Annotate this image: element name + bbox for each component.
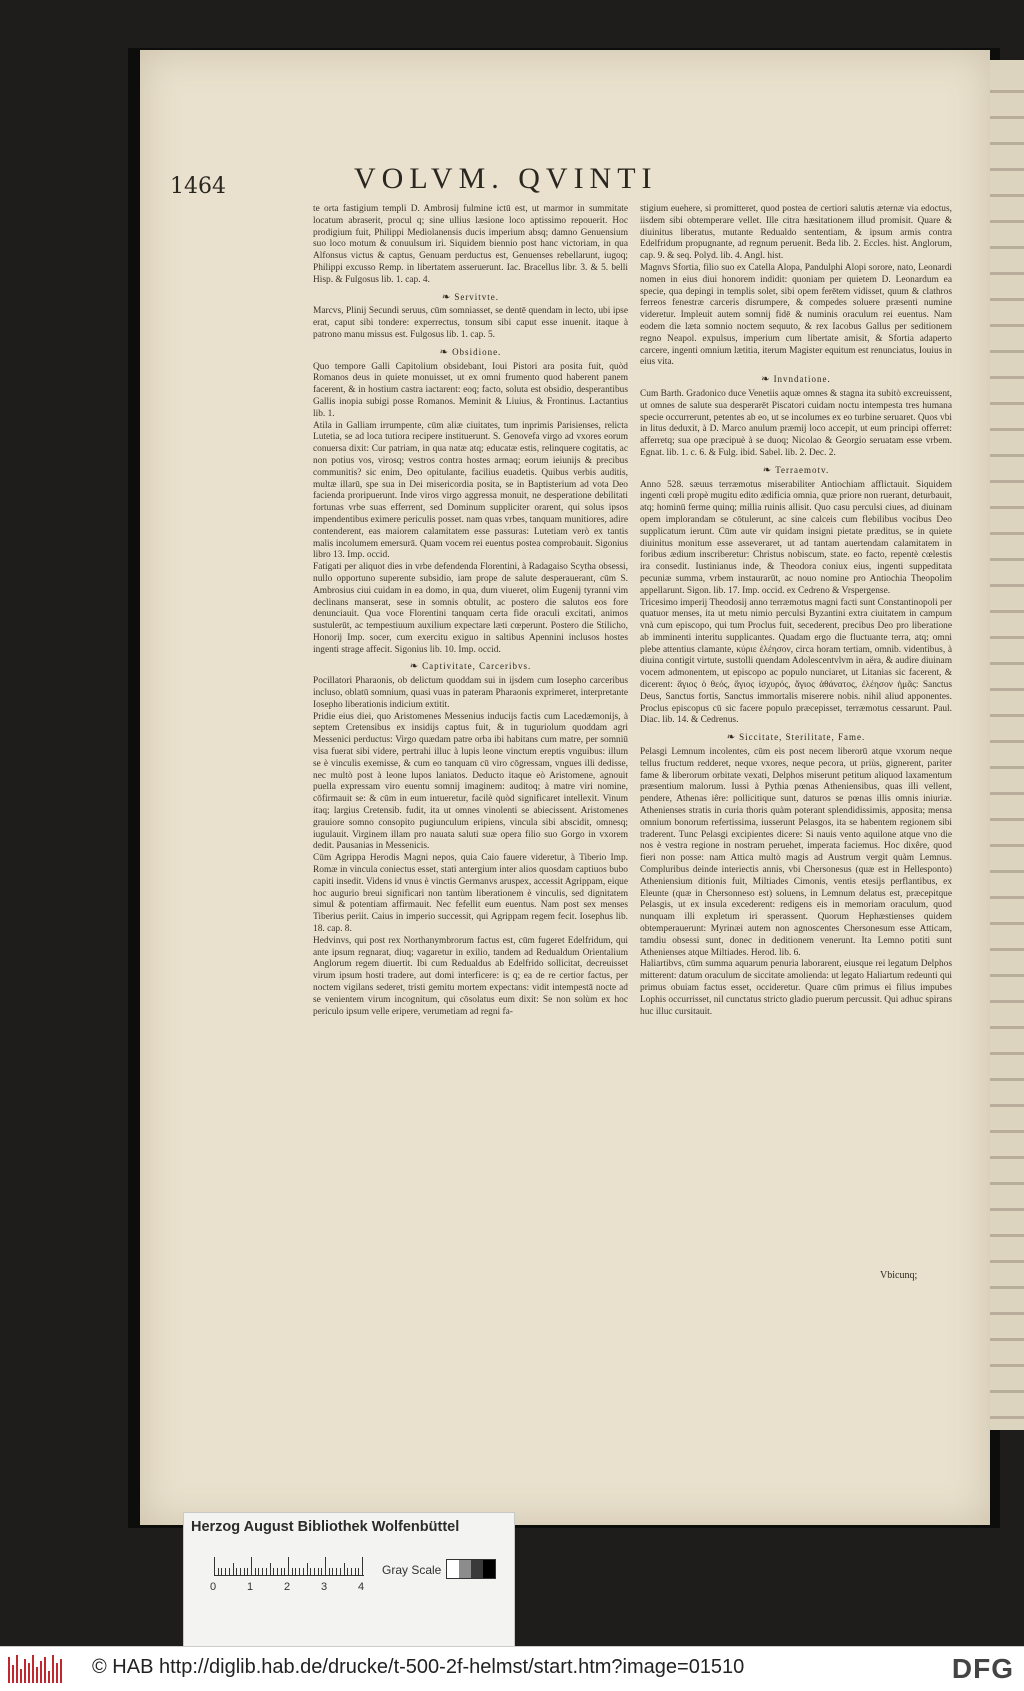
logo-bar [44,1657,46,1683]
text-paragraph: Pocillatori Pharaonis, ob delictum quoddam sui in ijsdem cum Iosepho carceribus incluso, oblatū somnium, quasi vuas in pateram Pharaonis exprimeret, interpretante Iosepho liberationis indicium extitit. [313,676,628,710]
logo-bar [28,1663,30,1683]
section-heading [313,661,628,673]
logo-bar [48,1671,50,1683]
fleuron-icon: ❧ [761,374,771,386]
gray-scale-label: Gray Scale [382,1563,442,1577]
ruler-tick [321,1568,322,1575]
ruler-tick [273,1568,274,1575]
ruler-tick [325,1557,326,1575]
ruler-tick [355,1568,356,1575]
ruler-number: 2 [284,1581,291,1593]
fleuron-icon: ❧ [762,464,773,476]
section-heading [313,292,628,304]
ruler-tick [336,1568,337,1575]
footer-url-link[interactable]: © HAB http://diglib.hab.de/drucke/t-500-2f-helmst/start.htm?image=01510 [92,1656,745,1678]
text-paragraph: stigium euehere, si promitteret, quod postea de certiori salutis æternæ via edoctus, iisdem sibi obtemperare vellet. Ille citra hæsitationem illud promisit. Quare & diuinitus liberatus, mutante Redualdo sententiam, & ipsum armis contra Edelfridum propugnante, ad regnum peruenit. Beda lib. 2. Eccles. hist. Anglorum, cap. 9. & seq. Polyd. lib. 4. Angl. hist. [640,204,952,262]
catchword: Vbicunq; [880,1270,918,1281]
ruler-tick [284,1568,285,1575]
section-heading [640,465,952,477]
ruler-tick [214,1557,215,1575]
ruler-tick [221,1568,222,1575]
logo-bar [12,1665,14,1683]
text-paragraph: Anno 528. sæuus terræmotus miserabiliter Antiochiam afflictauit. Siquidem ingenti cœli propè mugitu edito ædificia omnia, quæ priore non ruerant, deturbauit, atq; hominū ferme quinq; millia ruinis allisit. Quo casu perculsi ciues, ad diuinam opem implorandam se cōtulerunt, ac sine calceis cum flebilibus vocibus Deo supplicatum ierunt. Cūm aute vir quidam insigni pietate præditus, se in quiete diuinitus monitum esse asseveraret, ut ad tantam auertendam calamitatem in foribus ædium inscriberetur: Christus nobiscum, state. eo facto, repentè cœlestis ira consedit. Iustinianus inde, & Theodora coniux eius, ingenti suppeditata pecuniæ summa, vrbem instaurarūt, ac nouo nomine pro Antiochia Theopolim appellarunt. Sigon. lib. 17. Imp. occid. ex Cedreno & Vrspergense. [640,479,952,596]
logo-bar [60,1659,62,1683]
ruler-number: 0 [210,1581,217,1593]
ruler-tick [258,1568,259,1575]
ruler-tick [347,1568,348,1575]
ruler-tick [307,1563,308,1575]
logo-bar [32,1655,34,1683]
ruler-tick [318,1568,319,1575]
fleuron-icon: ❧ [409,661,420,673]
ruler-tick [262,1568,263,1575]
section-heading [313,347,628,359]
ruler-tick [340,1568,341,1575]
ruler-tick [229,1568,230,1575]
ruler-number: 3 [321,1581,328,1593]
ruler-tick [225,1568,226,1575]
ruler-tick [244,1568,245,1575]
ruler-tick [362,1557,363,1575]
ruler-number: 4 [358,1581,365,1593]
folio-number: 1464 [170,174,226,199]
ruler-tick [270,1563,271,1575]
text-paragraph: Cum Barth. Gradonico duce Venetiis aquæ omnes & stagna ita subitò excreuissent, ut omnes de salute sua desperarēt Piscatori cuidam noctu intempesta tres humana specie occurrerunt, petentes ab eo, ut se incolumes ex eo turbine seruaret. Quos vbi in litus deduxit, à D. Marco anulum præmij loco accepit, ut eum principi offerret: afferretq; sua ope præcipuè à se duoq; Nicolao & Georgio seruatam esse vrbem. Egnat. lib. 1. c. 6. & Fulg. ibid. Sabel. lib. 2. Dec. 2. [640,388,952,458]
text-column-left [313,204,628,1389]
logo-bar [52,1655,54,1683]
gray-scale-swatch [446,1559,496,1579]
text-paragraph: Pridie eius diei, quo Aristomenes Messenius inducijs factis cum Lacedæmonijs, à septem Cretensibus ex insidijs captus fuit, & in tuguriolum quoddam agri Messenici perductus: Virgo quædam patre orba ibi habitans cum matre, per somniū visa fuerat sibi videre, pertrahi illuc à lupis leone vinctum ereptis vnguibus: illum se è vinculis exemisse, & cum eo tanquam cū viro cōgressam, vngues illi dedisse, nec multò post à leone lupos laniatos. Deducto itaque eò Aristomene, agnouit puella expressam viro euentu somnij imaginem: auditoq; à matre viri nomine, cōfirmauit se: & cūm in eum intueretur, facilè quòd significaret intellexit. Vinum itaq; largius Cretensib. fudit, ita ut omnes vinolenti se abiecissent. Aristomenes grauiore somno consopito pugiunculum eripiens, vincula sibi abscidit, omnesq; iugulauit. Virginem illam pro nauata saluti suæ opera filio suo Gorgo in vxorem dedit. Pausanias in Messenicis. [313,711,628,852]
text-paragraph: Hedvinvs, qui post rex Northanymbrorum factus est, cūm fugeret Edelfridum, qui ante ipsum regnarat, diuq; vagaretur in exilio, tandem ad Redualdum Orientalium Anglorum regem diuertit. Ibi cum Redualdus ab Edelfrido sollicitat, decreuisset virum ipsum hosti tradere, aut domi interficere: is q; ea de re certior factus, per noctem vigilans sederet, tristi gemitu mortem expectans: vidit intempestā nocte ad se venientem virum incognitum, qui cōsolatus eum dixit: Se non solùm ex hoc periculo ipsum velle eripere, verumetiam ad regni fa- [313,935,628,1017]
fleuron-icon: ❧ [441,291,452,303]
text-paragraph: Tricesimo imperij Theodosij anno terræmotus magni facti sunt Constantinopoli per quatuor menses, ita ut metu nimio perculsi Byzantini extra ciuitatem in campum vnà cum episcopo, qui tum Proclus fuit, secederent, precibus Deo pro liberatione ab imminenti interitu supplicantes. Quadam ergo die fluctuante terra, atq; omni plebe attentius clamante, κύριε ἐλέησον, circa horam tertiam, omnib. videntibus, à diuina contigit virtute, sustolli quendam Adolescentvlvm in aëra, & audire diuinam vocem admonentem, ut episcopo ac populo nunciaret, ut Litanias sic facerent, & dicerent: ἅγιος ὁ θεός, ἅγιος ἰσχυρός, ἅγιος ἀθάνατος, ἐλέησον ἡμᾶς: Sanctus Deus, Sanctus fortis, Sanctus immortalis miserere nobis. nihil aliud apponentes. Proclus episcopus cū sic facere populo præcepisset, terræmotus cessarunt. Paul. Diac. lib. 14. & Cedrenus. [640,597,952,726]
hab-logo-icon [8,1655,62,1683]
logo-bar [40,1661,42,1683]
ruler-tick [295,1568,296,1575]
ruler-tick [218,1568,219,1575]
ruler-number: 1 [247,1581,254,1593]
ruler-scale [214,1555,364,1576]
library-scale-card [183,1512,515,1646]
ruler-tick [247,1568,248,1575]
ruler-tick [299,1568,300,1575]
logo-bar [16,1655,18,1683]
ruler-tick [351,1568,352,1575]
section-heading-text: Captivitate, Carceribvs. [422,661,532,672]
running-head: VOLVM. QVINTI [354,162,658,195]
page-header [170,158,770,206]
text-paragraph: Fatigati per aliquot dies in vrbe defendenda Florentini, à Radagaiso Scytha obsessi, nullo opportuno superente subsidio, iam prope de salute desperauerant, cūm S. Ambrosius ciui cuidam in ea domo, in qua, dum viueret, olim Eugenij tyranni vim declinans manserat, sese in somnis obtulit, ac postero die salutos eos fore denunciauit. Qua voce Florentini tanquam certa fide oraculi excitati, animos sustulerūt, ac tempestiuum auxilium expectare læti cœperunt. Postero die Stilicho, Honorij Imp. socer, cum exercitu exiguo in saltibus Apennini inclusos hostes ingenti strage affecit. Sigonius lib. 10. Imp. occid. [313,562,628,655]
section-heading [640,732,952,744]
section-heading-text: Siccitate, Sterilitate, Fame. [739,732,866,743]
text-paragraph: Haliartibvs, cūm summa aquarum penuria laborarent, eiusque rei legatum Delphos mitterent: datum oraculum de siccitate amolienda: ut legato Haliartum redeunti qui primus obuiam factus esset, occideretur. Quare cūm primus ei filius impubes Lophis occurrisset, nil cunctatus stricto gladio puerum percussit. Qui adhuc spirans huc illuc cursitauit. [640,959,952,1017]
ruler-tick [266,1568,267,1575]
fleuron-icon: ❧ [439,346,450,358]
text-paragraph: Marcvs, Plinij Secundi seruus, cūm somniasset, se dentē quendam in lecto, ubi ipse erat, caput sibi tondere: experrectus, tonsum sibi caput esse inuenit. itaque à patrono manu missus est. Fulgosus lib. 1. cap. 5. [313,306,628,340]
text-paragraph: Cūm Agrippa Herodis Magni nepos, quia Caio fauere videretur, à Tiberio Imp. Romæ in vincula coniectus esset, stati antergium inter alios quosdam captiuos bubo capiti insedit. Videns id vnus è vinctis Germanvs aruspex, accessit Agrippam, eique hoc augurio breui significari non tantùm liberationem è vinculis, sed dignitatem simul & potentiam affirmauit. Nec fefellit eum euentus. Nam post sex menses Tiberius periit. Caius in imperio successit, qui Agrippam regem fecit. Iosephus lib. 18. cap. 8. [313,853,628,935]
dfg-logo: DFG [951,1653,1014,1684]
logo-bar [36,1667,38,1683]
ruler-tick [281,1568,282,1575]
ruler-tick [292,1568,293,1575]
ruler-tick [303,1568,304,1575]
ruler-tick [288,1557,289,1575]
text-paragraph: Magnvs Sfortia, filio suo ex Catella Alopa, Pandulphi Alopi sorore, nato, Leonardi nomen in eius diui honorem indidit: quoniam per quietem D. Leonardum ea specie, qua depingi in templis solet, sibi opem ferētem vidisset, quum & clathros ferreos fenestræ carceris disrumpere, & compedes soluere præsenti numine videretur. Impleuit autem somnij fidē & numinis oraculum rei euentus. Nam eodem die læta somnio noctem sequuto, & rex Iacobus Gallus per seditionem regno Neapol. expulsus, imperium cum libertate amisit, & Sfortia adaperto carcere, ingenti omnium lætitia, iterum Magister equitum est renunciatus, Iouius in eius vita. [640,262,952,368]
ruler-tick [240,1568,241,1575]
ruler-tick [236,1568,237,1575]
section-heading-text: Terraemotv. [775,464,830,475]
section-heading [640,374,952,386]
section-heading-text: Invndatione. [773,374,831,385]
ruler-tick [314,1568,315,1575]
ruler-tick [277,1568,278,1575]
fleuron-icon: ❧ [726,732,737,744]
text-paragraph: Pelasgi Lemnum incolentes, cūm eis post necem liberorū atque vxorum neque tellus fructum redderet, neque vxores, neque pecora, ut priùs, gignerent, pariter fame & liberorum orbitate vexati, Delphos miserunt petitum aliquod laxamentum præsentium malorum. Iussi à Pythia pœnas Atheniensibus, quas illi vellent, pendere, Athenas iêre: pollicitique sunt, daturos se pœnas illis omnis iniuriæ. Athenienses stratis in curia thoris quàm poterant splendidissimis, apposita; mensa omnium bonorum refertissima, iusserunt Pelasgos, ita se habentem regionem sibi traderent. Tunc Pelasgi excipientes dicere: Si nauis vento aquilone atque vno die nos è vestra regione in nostram peruehet, imperata faciemus. Hoc dixêre, quod fieri non posse: nam Attica multò magis ad Austrum vergit quàm Lemnus. Compluribus deinde interiectis annis, vbi Chersonesus (quæ est in Hellesponto) Atheniensium ditionis fuit, Miltiades Cimonis, ventis etesijs perflantibus, ex Eleunte (quæ in Chersonneso est) soluens, in Lemnum delatus est, præcepitque Pelasgis, ut ex insula excederent: redigens eis in memoriam oraculum, quod nunquam illi expletum iri sperassent. Quorum Hephæstienses quidem obtemperauerunt: Myrinæi autem non agnoscentes Chersonesum esse Atticam, tamdiu obsessi sunt, donec in deditionem venerunt. Ita Lemno potiti sunt Athenienses atque Miltiades. Herod. lib. 6. [640,747,952,958]
text-paragraph: Quo tempore Galli Capitolium obsidebant, Ioui Pistori ara posita fuit, quòd Romanos deus in quiete monuisset, ut ex omni frumento quod haberent panem facerent, & in hostium castra iactarent: eoq; facto, soluta est obsidio, desperantibus Gallis inopia subigi posse Romanos. Meminit & Liuius, & Frontinus. Lactantius lib. 1. [313,361,628,419]
text-paragraph: Atila in Galliam irrumpente, cūm aliæ ciuitates, tum inprimis Parisienses, relicta Lutetia, se ad loca tutiora recipere instituerunt. S. Genovefa virgo ad vxores eorum conuersa dixit: Cur patriam, in qua natæ atq; educatæ estis, relinquere cogitatis, ac non potius vos, virosq; vestros contra hostes armaq; eorum ieiunijs & precibus communitis? sic enim, Deo opitulante, facilius euadetis. Quibus verbis auditis, multæ illarū, spe sua in Dei misericordia posita, se in Baptisterium ad vota Deo facienda proripuerunt. Inde viros virgo aggressa monuit, ne desperatione debilitati fortunas vrbe suas efferrent, sed Dominum suppliciter orarent, qui solus ipsos impendentibus eximere periculis posset. nam quas vrbes, tanquam munitiores, adire contenderent, eas maiorem calamitatem esse passuras: Lutetiam verò ex tantis malis incolumem emersurā. Quam vocem rei euentus postea comprobauit. Sigonius libro 13. Imp. occid. [313,420,628,561]
ruler-tick [358,1568,359,1575]
text-paragraph: te orta fastigium templi D. Ambrosij fulmine ictū est, ut marmor in summitate locatum abraserit, procul q; sine ullius læsione loco aptissimo repouerit. Hoc prodigium fuit, Philippi Mediolanensis ducis imperium absq; damno Genuensium suo loco motum & conuulsum iri. Siquidem biennio post hanc victoriam, in qua Alfonsus victus & captus, Genuam perductus est, Genuenses rebellarunt, iugoq; Philippi excusso Remp. in libertatem asseruerunt. Iac. Bracellus libr. 3. & 5. belli Hisp. & Fulgosus lib. 1. cap. 4. [313,204,628,285]
logo-bar [20,1669,22,1683]
logo-bar [24,1659,26,1683]
footer-bar [0,1646,1024,1691]
section-heading-text: Obsidione. [452,346,502,357]
text-column-right [640,204,952,1364]
library-name: Herzog August Bibliothek Wolfenbüttel [191,1519,460,1535]
ruler-tick [255,1568,256,1575]
ruler-tick [233,1563,234,1575]
ruler-tick [332,1568,333,1575]
ruler-tick [310,1568,311,1575]
section-heading-text: Servitvte. [454,291,500,302]
logo-bar [8,1657,10,1683]
ruler-tick [251,1557,252,1575]
ruler-tick [344,1563,345,1575]
logo-bar [56,1663,58,1683]
ruler-tick [329,1568,330,1575]
